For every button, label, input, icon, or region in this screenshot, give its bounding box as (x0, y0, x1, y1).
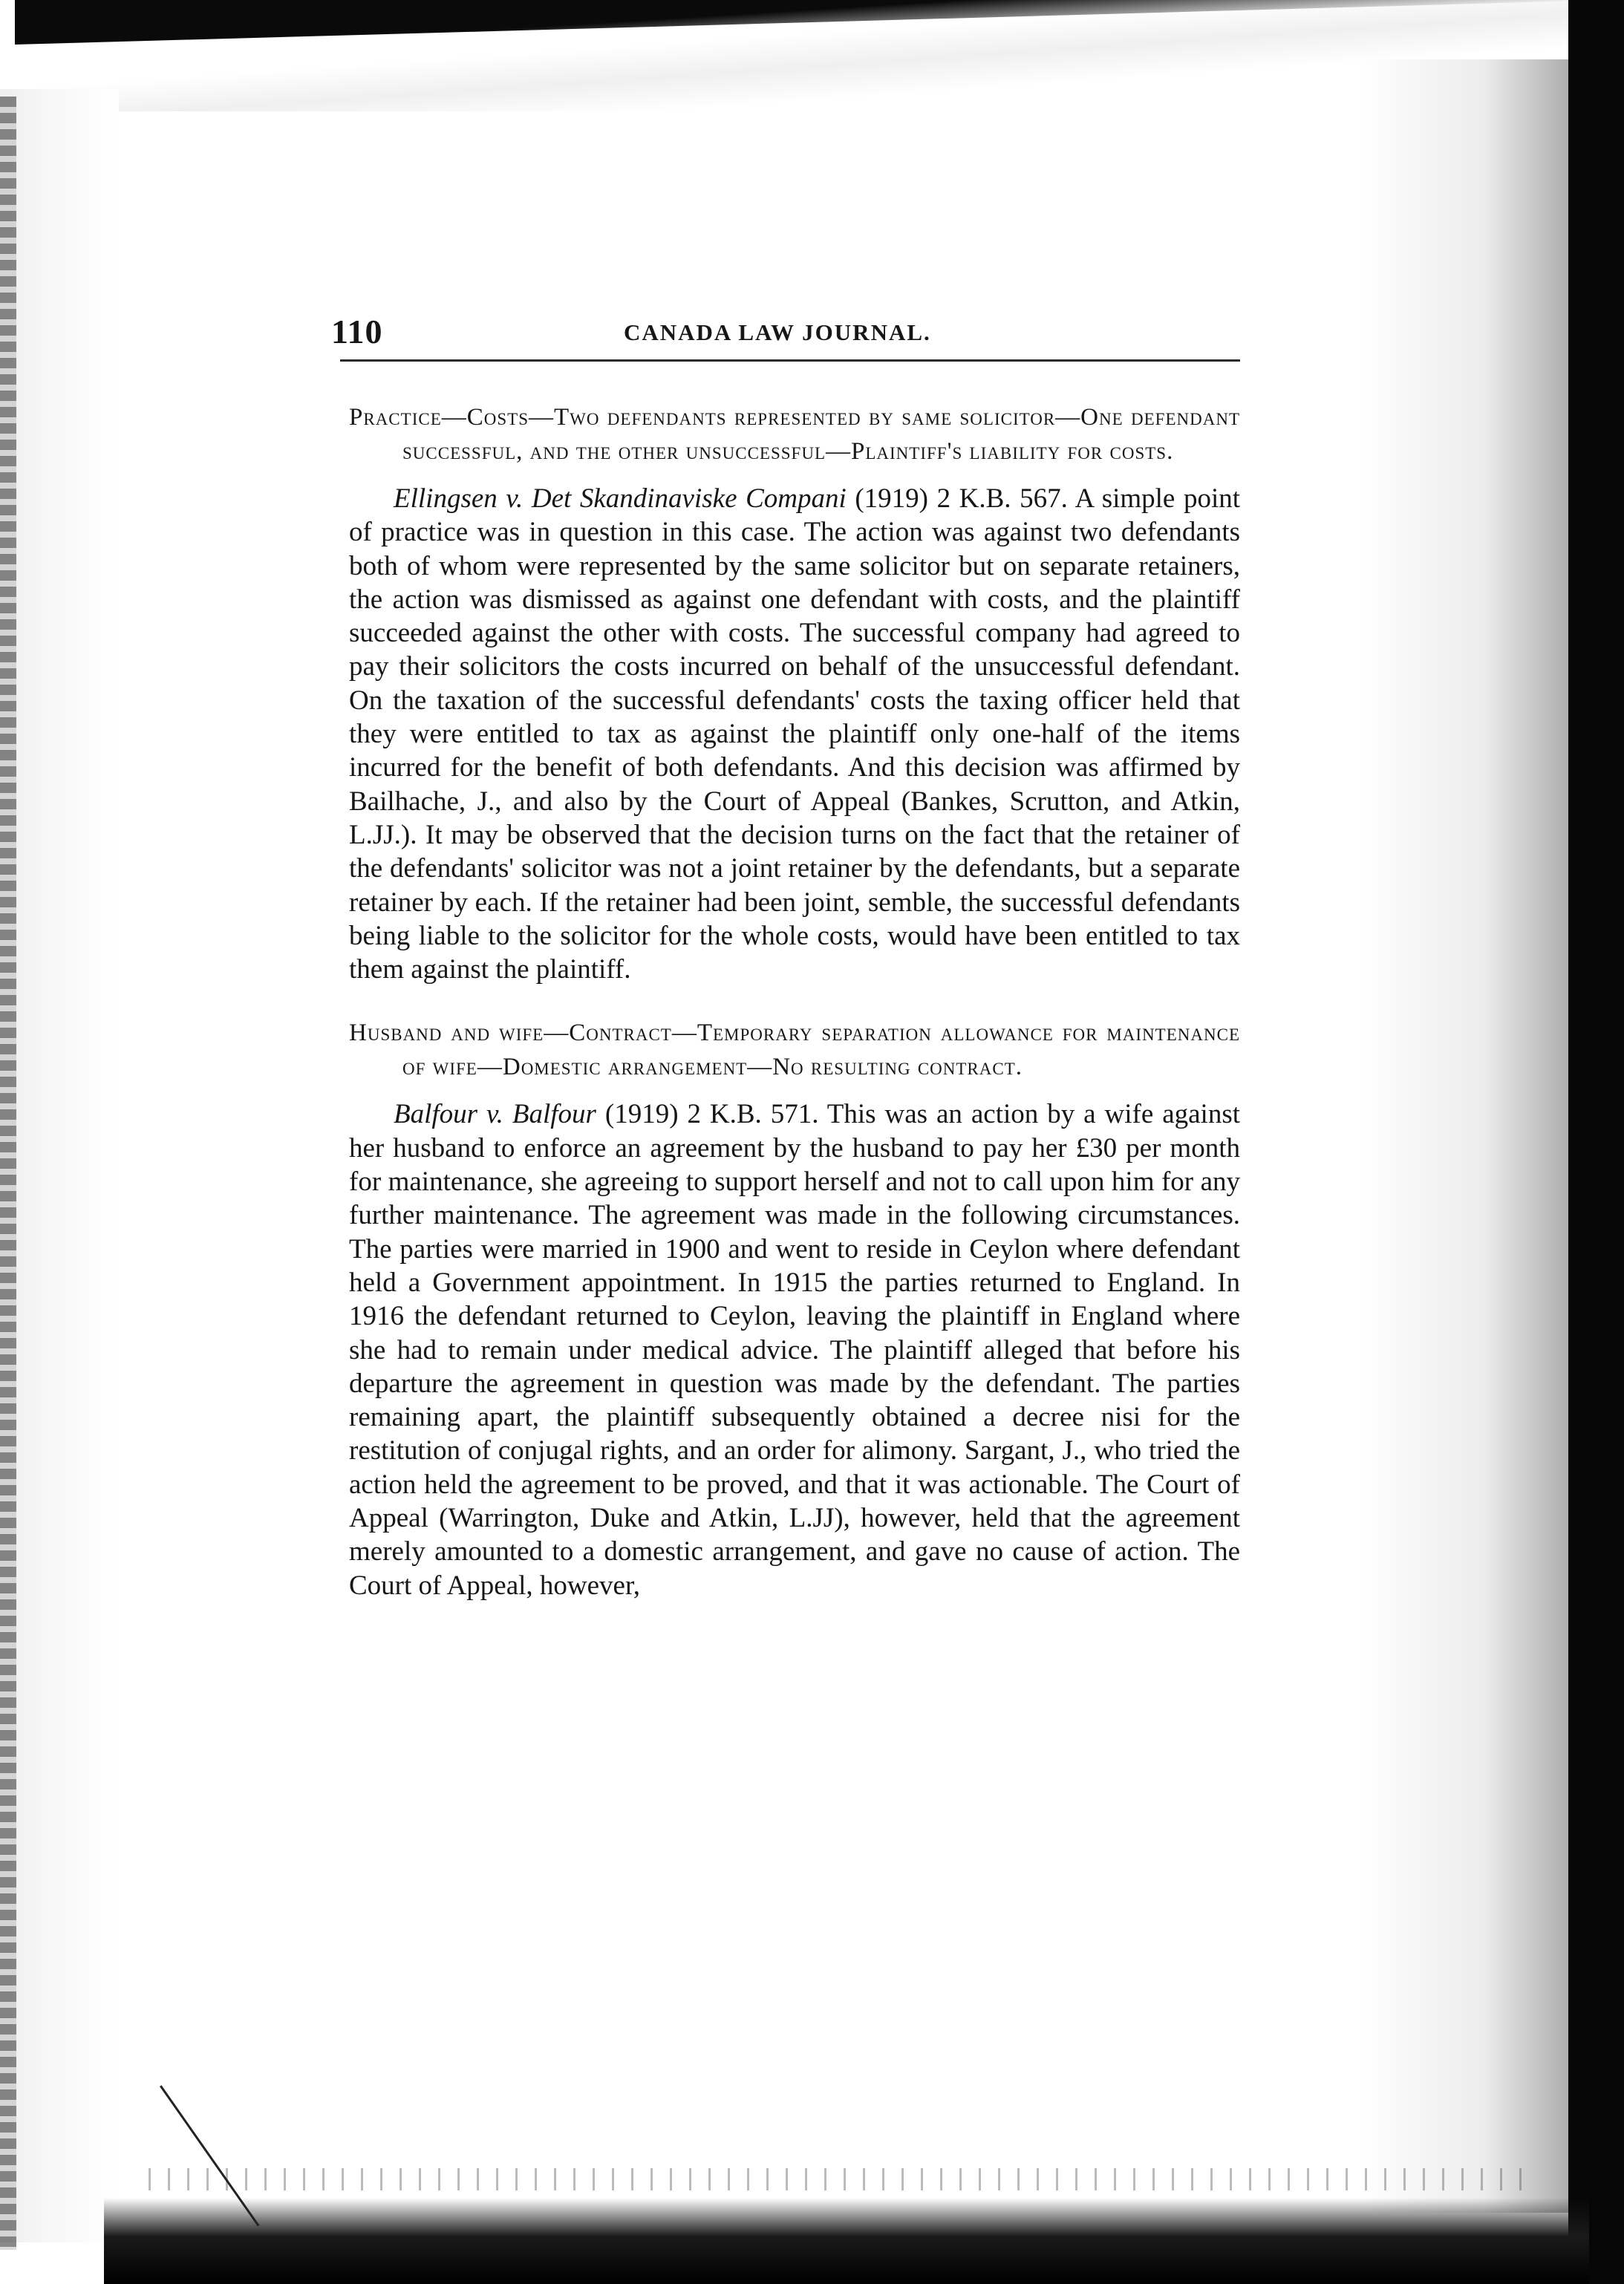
article-section (349, 400, 1240, 986)
page-number: 110 (331, 313, 383, 350)
header-rule (340, 359, 1240, 362)
scan-left-edge (0, 89, 119, 2242)
section-heading: Husband and wife—Contract—Temporary separation allowance for maintenance of wife—Domestic arrangement—No resulting contract. (349, 1019, 1240, 1081)
section-text: This was an action by a wife against her husband to enforce an agreement by the husband to pay her £30 per month for maintenance, she agreeing to support herself and not to call upon him for any further maintenance. The agreement was made in the following circumstances. The parties were married in 1900 and went to reside in Ceylon where defendant held a Government appointment. In 1915 the parties returned to England. In 1916 the defendant returned to Ceylon, leaving the plaintiff in England where she had to remain under medical advice. The plaintiff alleged that before his departure the agreement in question was made by the defendant. The parties remaining apart, the plaintiff subsequently obtained a decree nisi for the restitution of conjugal rights, and an order for alimony. Sargant, J., who tried the action held the agreement to be proved, and that it was actionable. The Court of Appeal (Warrington, Duke and Atkin, L.JJ), however, held that the agreement merely amounted to a domestic arrangement, and gave no cause of action. The Court of Appeal, however, (349, 1099, 1240, 1601)
scan-right-border (1568, 0, 1624, 2284)
page-content (331, 312, 1240, 1602)
scan-bottom-noise (149, 2168, 1522, 2190)
section-heading: Practice—Costs—Two defendants represented by same solicitor—One defendant successful, and the other unsuccessful—Plaintiff's liability for costs. (349, 404, 1240, 465)
case-citation: (1919) 2 K.B. 571. (596, 1099, 819, 1130)
scan-right-shadow (1359, 59, 1568, 2213)
running-head (331, 312, 1240, 355)
case-name: Ellingsen v. Det Skandinaviske Compani (394, 483, 847, 514)
article-section (349, 1016, 1240, 1602)
scan-left-binding (0, 97, 16, 2250)
scan-bottom-border (104, 2198, 1589, 2284)
case-citation: (1919) 2 K.B. 567. (846, 483, 1068, 514)
journal-title: CANADA LAW JOURNAL. (624, 319, 931, 345)
case-name: Balfour v. Balfour (394, 1099, 596, 1130)
section-body (349, 482, 1240, 986)
section-body (349, 1097, 1240, 1602)
section-text: A simple point of practice was in question in this case. The action was against two defendants both of whom were represented by the same solicitor but on separate retainers, the action was dismissed as against one defendant with costs, and the plaintiff succeeded against the other with costs. The successful company had agreed to pay their solicitors the costs incurred on behalf of the unsuccessful defendant. On the taxation of the successful defendants' costs the taxing officer held that they were entitled to tax as against the plaintiff only one-half of the items incurred for the benefit of both defendants. And this decision was affirmed by Bailhache, J., and also by the Court of Appeal (Bankes, Scrutton, and Atkin, L.JJ.). It may be observed that the decision turns on the fact that the retainer of the defendants' solicitor was not a joint retainer by the defendants, but a separate retainer by each. If the retainer had been joint, semble, the successful defendants being liable to the solicitor for the whole costs, would have been entitled to tax them against the plaintiff. (349, 483, 1240, 985)
